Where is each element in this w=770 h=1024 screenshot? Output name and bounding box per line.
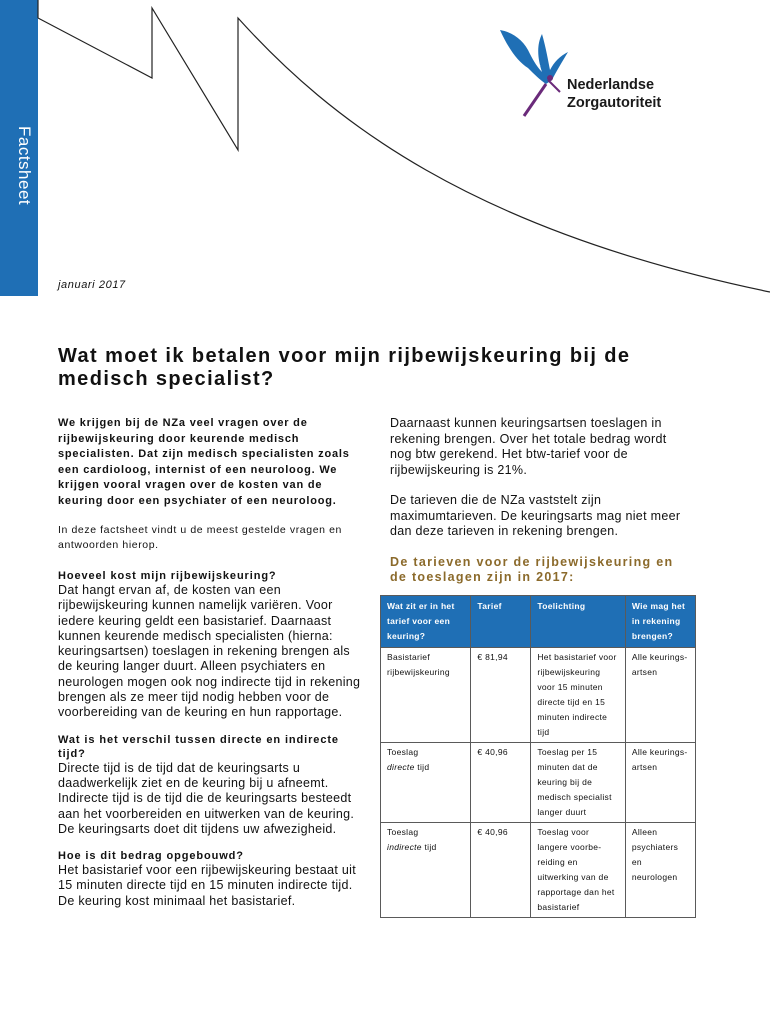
toelichting-cell: Het basistarief voor rijbewijskeuring voor 15 minuten directe tijd en 15 minuten indirecte tijd — [531, 647, 626, 742]
table-row — [381, 822, 696, 917]
logo-line1: Nederlandse — [567, 77, 655, 93]
tariff-table — [380, 595, 696, 918]
answer-2: Directe tijd is de tijd dat de keuringsarts u daadwerkelijk ziet en de keuring bij u afneemt. Indirecte tijd is de tijd die de keuringsarts besteedt aan het voorbereiden en uitwerken van de keuring. De keuringsarts doet dit tijdens uw afwezigheid. — [58, 760, 355, 836]
answer-1: Dat hangt ervan af, de kosten van een rijbewijskeuring kunnen namelijk variëren. Voor iedere keuring geldt een basistarief. Daarnaast kunnen keurende medisch specialisten (hierna: keuringsartsen) toeslagen in rekening brengen als de keuring langer duurt. Alleen psychiaters en neurologen mogen ook nog indirecte tijd in rekening brengen als ze meer tijd nodig hebben voor de voorbereiding van de keuring en hun rapportage. — [58, 583, 361, 720]
wie-cell: Alleen psychiaters en neurologen — [625, 822, 695, 917]
tarief-cell: € 40,96 — [471, 742, 531, 822]
header-cell: Wie mag het in rekening brengen? — [625, 595, 695, 647]
logo-text — [567, 76, 661, 112]
toelichting-cell: Toeslag per 15 minuten dat de keuring bij de medisch specialist langer duurt — [531, 742, 626, 822]
paragraph-maximumtarieven: De tarieven die de NZa vaststelt zijn maximumtarieven. De keuringsarts mag niet meer dan deze tarieven in rekening brengen. — [390, 493, 681, 538]
paragraph-toeslagen: Daarnaast kunnen keuringsartsen toeslagen in rekening brengen. Over het totale bedrag wordt nog btw gerekend. Het btw-tarief voor de rijbewijskeuring is 21%. — [390, 416, 667, 477]
item-cell — [381, 742, 471, 822]
question-heading-2: Wat is het verschil tussen directe en indirecte tijd? — [58, 733, 339, 760]
question-heading-3: Hoe is dit bedrag opgebouwd? — [58, 850, 244, 863]
left-column — [58, 416, 368, 921]
table-header-row — [381, 595, 696, 647]
logo-line2: Zorgautoriteit — [567, 95, 662, 111]
item-emphasis: directe — [387, 761, 415, 772]
item-label: Toeslag — [387, 826, 419, 837]
header-cell: Tarief — [471, 595, 531, 647]
sidebar-label: Factsheet — [15, 126, 34, 206]
toelichting-cell: Toeslag voor langere voorbe-reiding en uitwerking van de rapportage dan het basistarief — [531, 822, 626, 917]
publication-date: januari 2017 — [58, 279, 126, 291]
item-cell — [381, 822, 471, 917]
wie-cell: Alle keurings-artsen — [625, 647, 695, 742]
header-cell: Toelichting — [531, 595, 626, 647]
answer-3: Het basistarief voor een rijbewijskeuring bestaat uit 15 minuten directe tijd en 15 minuten indirecte tijd. De keuring kost minimaal het basistarief. — [58, 863, 356, 908]
item-suffix: tijd — [421, 841, 437, 852]
question-heading-1: Hoeveel kost mijn rijbewijskeuring? — [58, 570, 277, 582]
tarief-cell: € 40,96 — [471, 822, 531, 917]
table-row — [381, 742, 696, 822]
item-cell — [381, 647, 471, 742]
intro-bold: We krijgen bij de NZa veel vragen over de rijbewijskeuring door keurende medisch specialisten. Dat zijn medisch specialisten zoals een cardioloog, internist of een neuroloog. We krijgen vooral vragen over de kosten van de keuring door een psychiater of een neuroloog. — [58, 417, 350, 507]
right-column — [387, 416, 690, 918]
intro-small: In deze factsheet vindt u de meest gestelde vragen en antwoorden hierop. — [58, 524, 342, 551]
item-label: Basistarief rijbewijskeuring — [387, 651, 450, 677]
table-heading: De tarieven voor de rijbewijskeuring en de toeslagen zijn in 2017: — [390, 554, 674, 584]
header-cell: Wat zit er in het tarief voor een keuring? — [381, 595, 471, 647]
item-suffix: tijd — [414, 761, 430, 772]
table-row — [381, 647, 696, 742]
page-title: Wat moet ik betalen voor mijn rijbewijskeuring bij de medisch specialist? — [58, 345, 631, 390]
wie-cell: Alle keurings-artsen — [625, 742, 695, 822]
tarief-cell: € 81,94 — [471, 647, 531, 742]
item-emphasis: indirecte — [387, 841, 422, 852]
item-label: Toeslag — [387, 746, 419, 757]
